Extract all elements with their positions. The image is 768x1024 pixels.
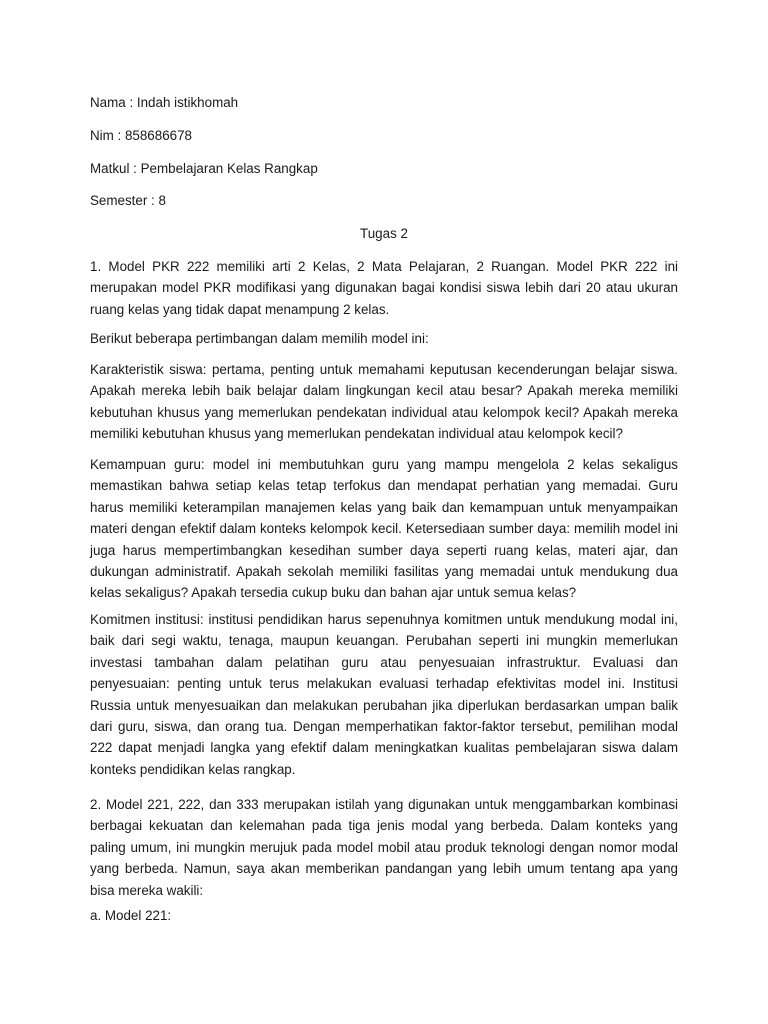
paragraph-5: Komitmen institusi: institusi pendidikan harus sepenuhnya komitmen untuk mendukung modal ini, baik dari segi waktu, tenaga, maupun keuangan. Perubahan seperti ini mungkin memerlukan investasi tambahan dalam pelatihan guru atau penyesuaian infrastruktur. Evaluasi dan penyesuaian: penting untuk terus melakukan evaluasi terhadap efektivitas model ini. Institusi Russia untuk menyesuaikan dan melakukan perubahan jika diperlukan berdasarkan umpan balik dari guru, siswa, dan orang tua. Dengan memperhatikan faktor-faktor tersebut, pemilihan modal 222 dapat menjadi langka yang efektif dalam meningkatkan kualitas pembelajaran siswa dalam konteks pendidikan kelas rangkap. (90, 612, 678, 777)
paragraph-1: 1. Model PKR 222 memiliki arti 2 Kelas, 2 Mata Pelajaran, 2 Ruangan. Model PKR 222 ini merupakan model PKR modifikasi yang digunakan bagai kondisi siswa lebih dari 20 atau ukuran ruang kelas yang tidak dapat menampung 2 kelas. (90, 259, 678, 317)
paragraph-3: Karakteristik siswa: pertama, penting untuk memahami keputusan kecenderungan belajar siswa. Apakah mereka lebih baik belajar dalam lingkungan kecil atau besar? Apakah mereka memiliki kebutuhan khusus yang memerlukan pendekatan individual atau kelompok kecil? Apakah mereka memiliki kebutuhan khusus yang memerlukan pendekatan individual atau kelompok kecil? (90, 362, 678, 442)
document-title: Tugas 2 (360, 226, 408, 241)
student-name: Nama : Indah istikhomah (90, 95, 239, 110)
paragraph-6: 2. Model 221, 222, dan 333 merupakan istilah yang digunakan untuk menggambarkan kombinasi berbagai kekuatan dan kelemahan pada tiga jenis modal yang berbeda. Dalam konteks yang paling umum, ini mungkin merujuk pada model mobil atau produk teknologi dengan nomor modal yang berbeda. Namun, saya akan memberikan pandangan yang lebih umum tentang apa yang bisa mereka wakili: (90, 797, 678, 898)
paragraph-7: a. Model 221: (90, 908, 172, 923)
paragraph-4: Kemampuan guru: model ini membutuhkan guru yang mampu mengelola 2 kelas sekaligus memastikan bahwa setiap kelas tetap terfokus dan mendapat perhatian yang memadai. Guru harus memiliki keterampilan manajemen kelas yang baik dan kemampuan untuk menyampaikan materi dengan efektif dalam konteks kelompok kecil. Ketersediaan sumber daya: memilih model ini juga harus mempertimbangkan kesedihan sumber daya seperti ruang kelas, materi ajar, dan dukungan administratif. Apakah sekolah memiliki fasilitas yang memadai untuk mendukung dua kelas sekaligus? Apakah tersedia cukup buku dan bahan ajar untuk semua kelas? (90, 457, 678, 601)
student-nim: Nim : 858686678 (90, 128, 192, 143)
course-name: Matkul : Pembelajaran Kelas Rangkap (90, 161, 318, 176)
paragraph-2: Berikut beberapa pertimbangan dalam memilih model ini: (90, 331, 429, 346)
semester: Semester : 8 (90, 193, 166, 208)
